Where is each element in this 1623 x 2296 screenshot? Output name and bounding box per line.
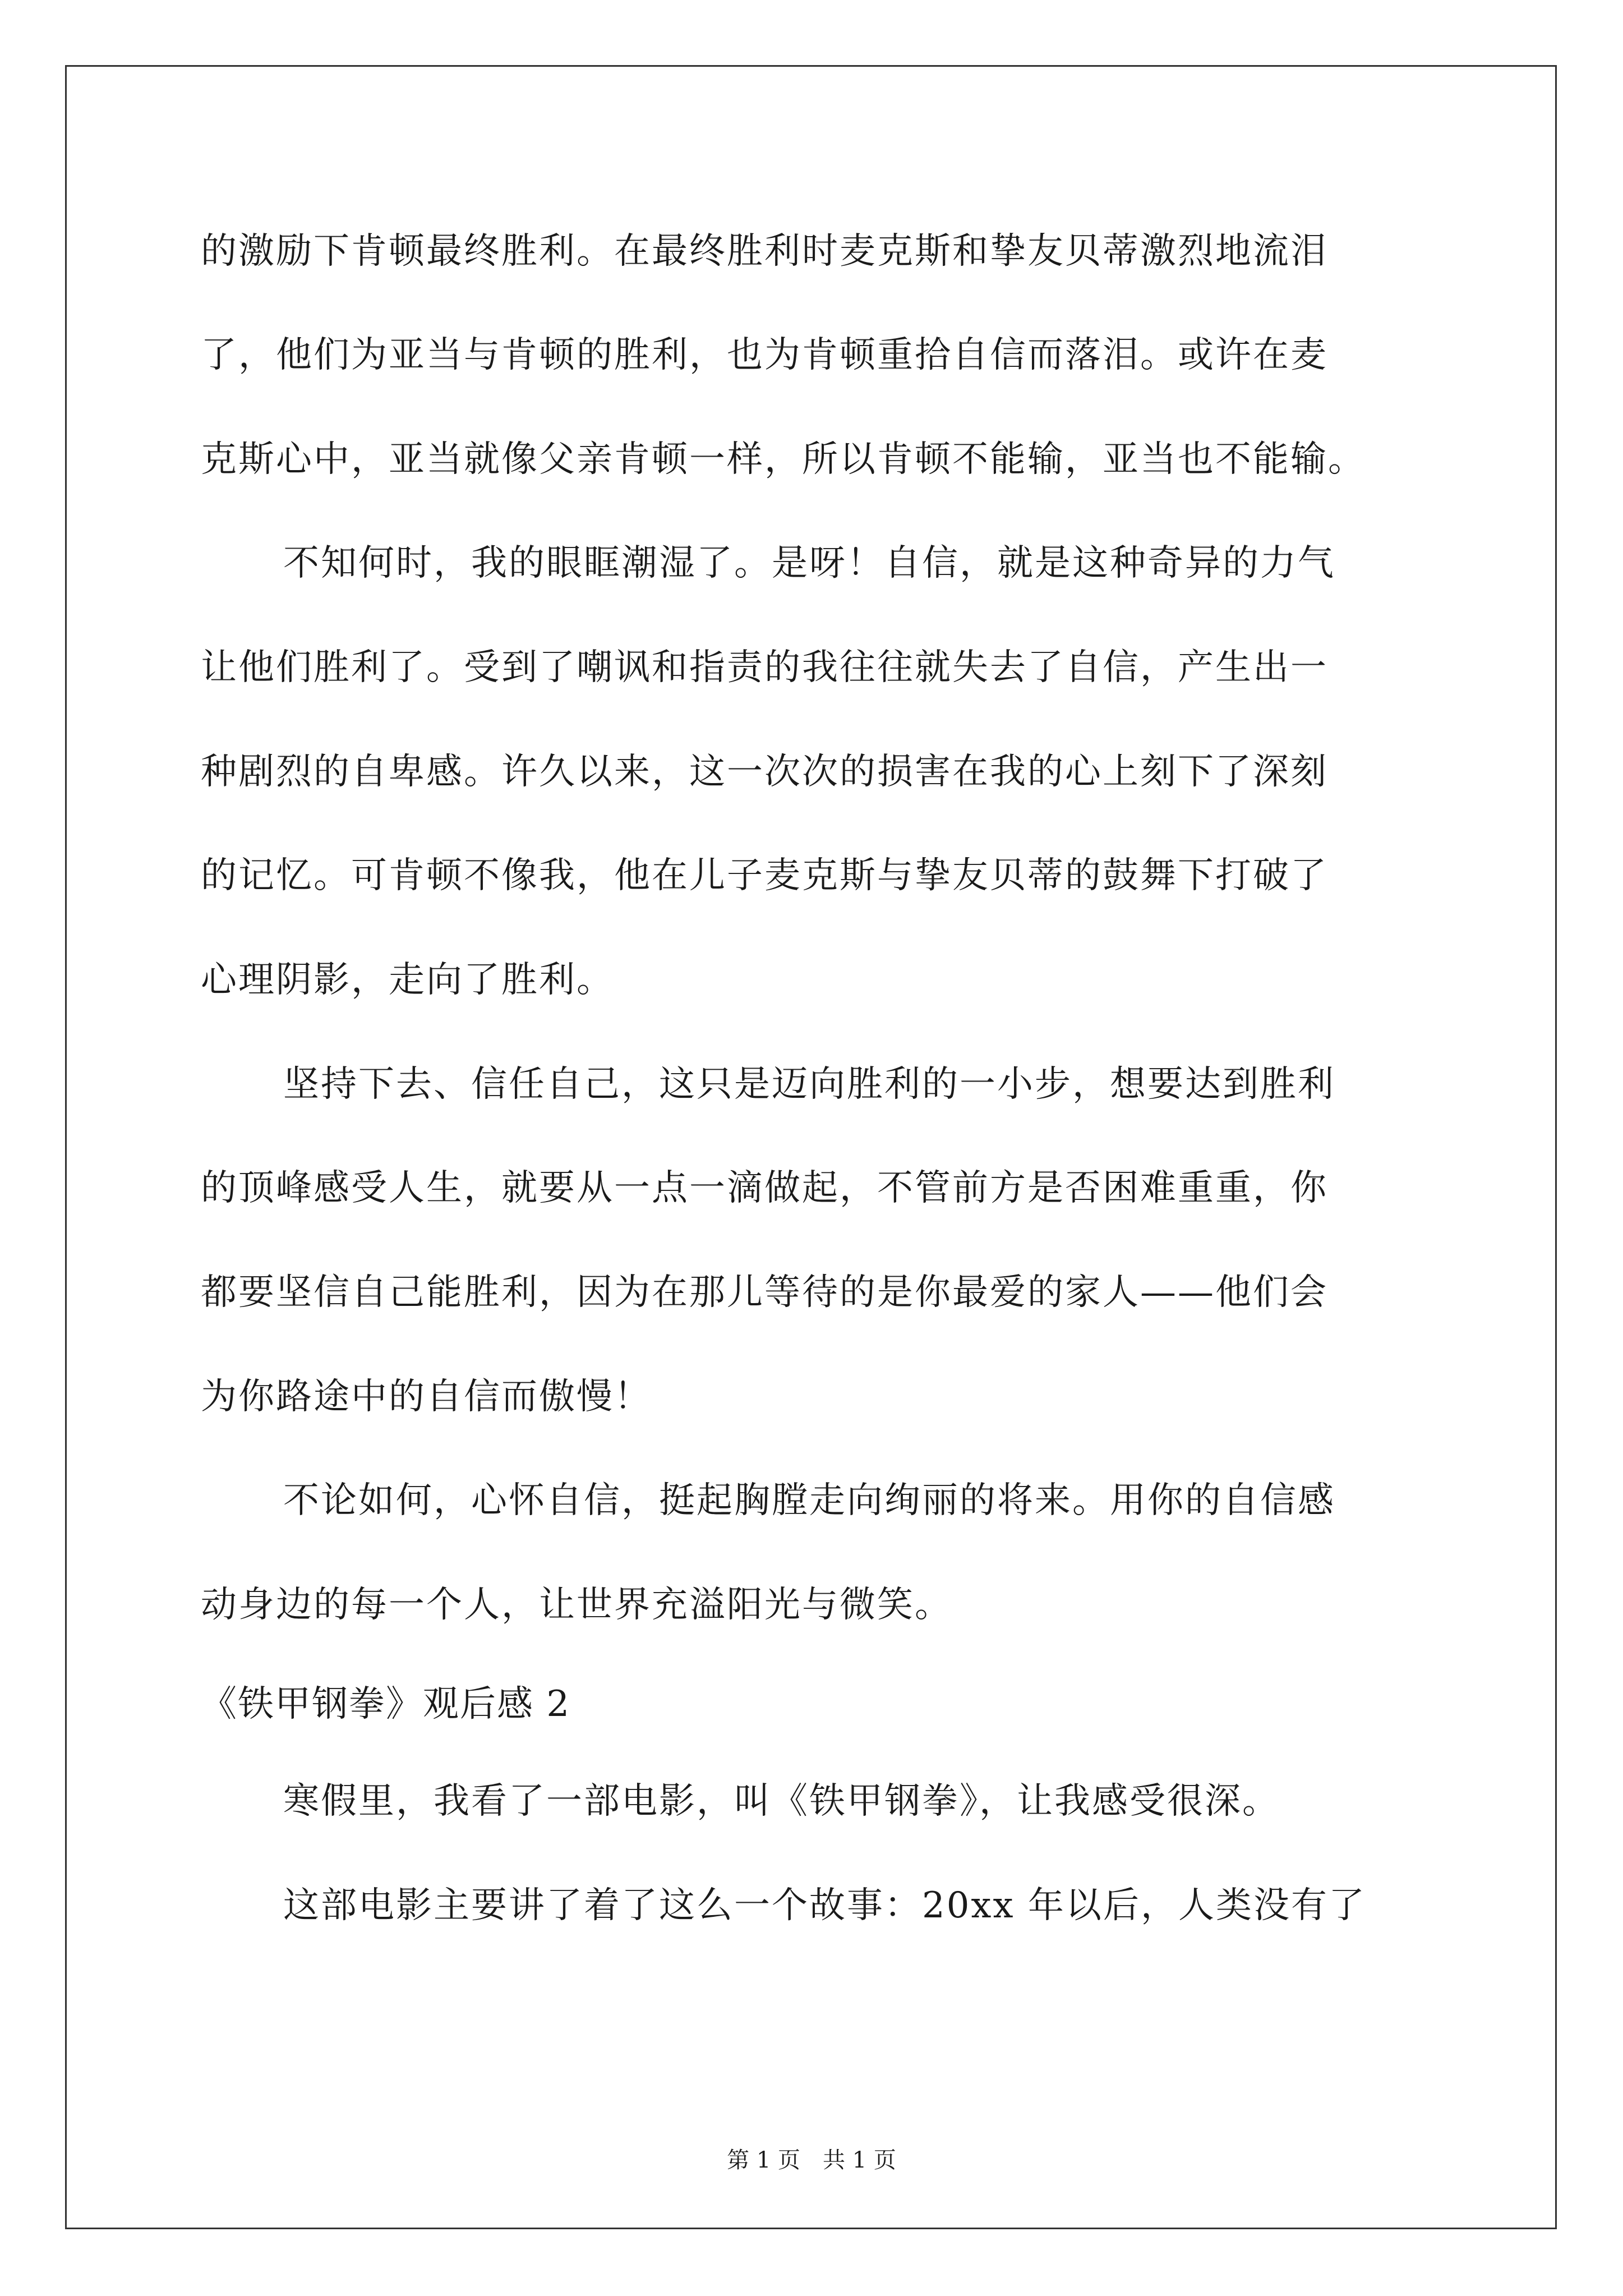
text-line: 心理阴影，走向了胜利。 [201, 959, 614, 1001]
text-line: 让他们胜利了。受到了嘲讽和指责的我往往就失去了自信，产生出一 [201, 647, 1328, 688]
text-line: 克斯心中，亚当就像父亲肯顿一样，所以肯顿不能输，亚当也不能输。 [201, 439, 1366, 480]
text-line: 的顶峰感受人生，就要从一点一滴做起，不管前方是否困难重重，你 [201, 1167, 1328, 1209]
text-line: 寒假里，我看了一部电影，叫《铁甲钢拳》，让我感受很深。 [283, 1780, 1280, 1822]
text-line: 的激励下肯顿最终胜利。在最终胜利时麦克斯和挚友贝蒂激烈地流泪 [201, 231, 1328, 272]
text-line: 了，他们为亚当与肯顿的胜利，也为肯顿重拾自信而落泪。或许在麦 [201, 334, 1328, 376]
text-line: 不知何时，我的眼眶潮湿了。是呀！自信，就是这种奇异的力气 [283, 542, 1335, 584]
section-heading: 《铁甲钢拳》观后感 2 [201, 1683, 571, 1725]
text-line: 都要坚信自己能胜利，因为在那儿等待的是你最爱的家人——他们会 [201, 1272, 1328, 1313]
text-line: 坚持下去、信任自己，这只是迈向胜利的一小步，想要达到胜利 [283, 1064, 1335, 1105]
text-line: 不论如何，心怀自信，挺起胸膛走向绚丽的将来。用你的自信感 [283, 1480, 1335, 1521]
page-footer: 第 1 页 共 1 页 [727, 2147, 896, 2173]
text-line: 动身边的每一个人，让世界充溢阳光与微笑。 [201, 1584, 952, 1626]
text-line: 的记忆。可肯顿不像我，他在儿子麦克斯与挚友贝蒂的鼓舞下打破了 [201, 855, 1328, 896]
text-line: 这部电影主要讲了着了这么一个故事：20xx 年以后，人类没有了 [283, 1885, 1366, 1926]
text-line: 种剧烈的自卑感。许久以来，这一次次的损害在我的心上刻下了深刻 [201, 751, 1328, 793]
text-line: 为你路途中的自信而傲慢！ [201, 1376, 652, 1418]
